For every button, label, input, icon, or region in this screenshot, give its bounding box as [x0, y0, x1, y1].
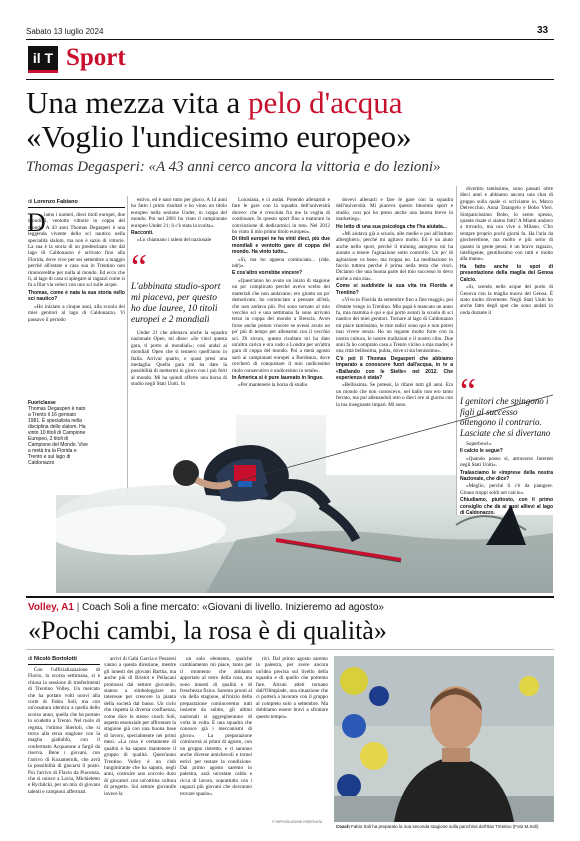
byline: di Lorenzo Fabiano: [28, 199, 78, 205]
pull-quote-1: L'abbinata studio-sport mi piaceva, per questo ho due lauree, 10 titoli europei e 2 mondiali: [131, 282, 221, 325]
story2-column-2: arrivi di Gabi Garcia e Pesaresi vanno a questa direzione, mentre gli innesti dei giovani Bartha, ma anche più di Bristot e Pellacani promossi dal settore giovanile, stanno a simboleggiare un interesse per crescere la pianta della società dal basso. Un ciclo che rispetta la diversa confluenza, come dice lo stesso coach Soli, aspetto essenziale per affrontare la stagione già con una buona base di lavoro, specialmente nei primi mesi. «La rosa è certamente di qualità e ha saputo mantenere il gruppo di qualità. Quest'anno Trentino Volley è un club lungimirante che ha saputo, negli anni, costruire uno zoccolo duro di giocatori con un'ottima cultura di progetto. Sul settore giovanile invece la: [104, 656, 176, 797]
coach-photo: [334, 656, 554, 822]
story2-byline: di Nicolò Bortolotti: [28, 656, 77, 662]
story2-tag: Volley, A1 | Coach Soli a fine mercato: «Giovani di livello. Inizieremo ad agosto»: [28, 602, 384, 613]
pull-quote-2: I genitori che spingono i figli al successo ottengono il contrario. Lasciate che si divertano: [460, 396, 551, 438]
story2-copyright: © RIPRODUZIONE RISERVATA: [272, 820, 323, 824]
drop-cap: D: [27, 208, 46, 237]
article-column-4: dovevi allenarti e fare le gare con la squadra dell'università. Mi piaceva questo binomio sport e studio, così poi ho preso anche una laurea breve in marketing». Ho letto di una sua psicologa che l'ha aiutata... «Mi aiutava già a scuola, alle medie e poi all'istituto alberghiero, perché mi agitavo molto. Ed è un aiuto anche nello sport, perché il training autogeno mi ha aiutato a tenere l'agitazione sotto controllo. Un po' di agitazione va bene, ma troppa no. La meditazione lo faccio tuttora perché è prima nella testa che vinci. Diciamo che una buona parte del mio successo lo devo anche a mia zia». Come si suddivide la sua vita tra Florida e Trentino? «Vivo in Florida da settembre fino a fine maggio, poi d'estate vengo in Trentino. Mio papà è mancato un anno fa, mia mamma è qui e qui porto avanti la scuola di sci nautico dei miei genitori. Tornare al lago di Caldonazzo mi piace tantissimo, le mie radici sono qui e non potrei mai vivere senza. Ho un legame molto forte con la nostra cultura, le nostre tradizioni e il nostro cibo. Due anni fa ho comprato casa a Trento vicino a mia madre; è una città bellissima, pulita, dove si sta benissimo». C'è poi il Thomas Degasperi che abbiamo imparato a conoscere fuori dall'acqua, in tv a «Ballando con le Stelle» nel 2012. Che esperienza è stata? «Bellissima. Se potessi, la rifarei tutti gli anni. Era un mondo che non conoscevo, nel ballo non ero tanto ferrato, ma poi allenandoli otto o dieci ore al giorno con la tua insegnante impari. Mi sono: [336, 197, 453, 408]
subtitle: Thomas Degasperi: «A 43 anni cerco ancora la vittoria e do lezioni»: [26, 159, 441, 175]
quote-mark-2: “: [460, 371, 476, 411]
water-skier-photo: [56, 355, 553, 593]
story2-headline: «Pochi cambi, la rosa è di qualità»: [28, 616, 387, 645]
article-column-5-top: divertito tantissimo, sono passati oltre dieci anni e abbiamo ancora una chat di gruppo sulla quale ci scriviamo io, Marco Delvecchio, Anna Tatangelo e Bobo Vieri. Simpaticissimo Bobo, lo sento spesso, quante risate ci siamo fatti! A Miami andavo a trovarlo, ma ora vive a Milano. C'ho sempre proprio pochi giorni fa. Ha l'aria da giocherellone, ma molto è più serio di quanto la gente pensi; è un bravo ragazzo, intelligente, gentilissimo con tutti e molto alla mano». Ha fatto anche lo spot di presentazione della maglia del Genoa Calcio. «Sì, scendo nelle acque del porto di Genova con la maglia nuova del Genoa. È stato molto divertente. Negli Stati Uniti ho anche fatto degli spot che sono andati in onda durante il: [460, 186, 553, 316]
page-number: 33: [537, 25, 549, 36]
article-column-3: Louisiana, e ci andai. Potendo allenarmi e fare le gare con la squadra dell'università dicevo: che è cresciuta fra me la voglia di continuare. In questo sport fino a maturare la convinzione di dedicarmici in toto. Nel 2012 ho vinto il mio primo titolo europeo». Di titoli europei ne ha vinti dieci, più due mondiali e ventotto gare di coppa del mondo. Ha vinto tutto... «Sì, ma ho appena cominciato... (ride, ndr)». E cos'altro vorrebbe vincere? «Quest'anno ho avuto un inizio di stagione un po' complicato perché avevo scelto dei materiali che non andavano; ero giunto un po' demotivato, ho cominciato a pensare all'età, che non andava più. Poi sono tornato al mio vecchio sci e una settimana fa sono arrivato terzo in coppa del mondo a Brescia. Avrei forse anche potuto vincere se avessi avuto un po' più di tempo per allenarmi con il vecchio sci. Di sicuro, questo risultato mi ha dato un'altra carica e ora vado a Londra per un'altra gara di coppa del mondo. Poi a metà agosto sarò ai campionati europei a Bordeaux, dove cercherò di conquistare il mio undicesimo titolo consecutivo e undicesimo in totale». In America si è pure laureato in lingue. «Per mantenere la borsa di studio: [232, 197, 330, 389]
article-column-1: iamo i numeri, dieci titoli europei, due mondiali, ventotto vittorie in coppa del mondo. A 43 anni Thomas Degasperi è una leggenda vivente dello sci nautico nella specialità slalom, ma non è sazio di vittorie. La sua è la storia di un predestinato che dal lago di Caldonazzo è arrivato fino alla Florida, dove vive per sei settembre a maggio perché all'estate a casa sua in Trentino non rinuncerebbe per nulla al mondo. Ed ecco che lì, al lago di casa si spiegare ai ragazzi come si fa a filar via veloci con uno sci sulle acque. Thomas, come è nata la sua storia nello sci nautico? «Ho iniziato a cinque anni, alla scuola dei miei genitori al lago di Caldonazzo. Vi passavo il periodo: [28, 212, 125, 323]
quote-mark-1: “: [131, 247, 147, 287]
story2-column-4: tivi. Dal primo agosto saremo in palestra, per avere ancora un'idea precisa sul livello della squadra e di quello che potremo fare. Alcuni atleti tornano dall'Olimpiade, una situazione che ci porterà a lavorare con il gruppo al completo solo a settembre. Ma dobbiamo essere bravi a sfruttare questo tempo».: [256, 656, 328, 720]
article-column-5-bottom: Superbowl». Il calcio le segue? «Quando posso sì, attraverso Internet negli Stati Uniti». Tralasciamo le «imprese della nostra Nazionale, che dice? «Meglio, perché lì c'è da piangere. Gitano troppi soldi nel calcio». Chiudiamo, piuttosto, con il primo consiglio che dà ai suoi allievi al lago di Caldonazzo.: [460, 441, 553, 517]
story2-column-3: un solo elemento, qualche cambiamento mi piace, tanto per il momento che abbiamo apportato al resto della rosa, ma sono innesti di qualità e di freschezza fisica. Saremo pronti al via della stagione, all'inizio della preparazione cominceremo tutti insieme da subito, gli ultimi nazionali si aggregheranno di volta in volta. È una squadra che conosce già i meccanismi di gioco». La preparazione comincerà ai primi di agosto, con un gruppo ristretto, e ci saranno anche diverse amichevoli e tornei estivi per testare la condizione. Dal primo agosto saremo in palestra, sarà un'estate calda e ricca di lavoro, soprattutto con i ragazzi più giovani che dovranno trovare spazio».: [180, 656, 252, 797]
story2-column-1: Con l'ufficializzazione di Flavio, la scorsa settimana, si è chiusa la sessione di trasferimenti di Trentino Volley. Un mercato che ha portato volti nuovi alla corte di Fabio Soli, ma con un'ossatura identica a quella dello scorso anno, quella che ha portato lo scudetto a Trento. Nel ruolo di regista, l'ottimo Sbertoli, che si trova alla terza stagione con la maglia gialloblù, con il confermato Acquarone a fargli da riserva. Bene i giovani, con l'arrivo di Kozamernik, che avrà la possibilità di giocarsi il posto. Poi l'arrivo di Flavio da Piacenza, che si unisce a Lavia, Michieletto e Rychlicki, per un mix di giovani talenti e campioni affermati.: [28, 667, 100, 795]
photo-caption: Fuoriclasse Thomas Degasperi è nato a Trento il 16 gennaio 1981. È specialista nella disciplina dello slalom. Ha vinto 10 titoli di Campione Europeo, 2 titoli di Campione del Mondo. Vive a metà tra la Florida e Trento e sul lago di Caldonazzo: [28, 400, 88, 466]
issue-date: Sabato 13 luglio 2024: [26, 27, 104, 36]
newspaper-logo: il T: [28, 46, 58, 73]
section-title: Sport: [66, 44, 126, 71]
coach-photo-caption: Coach Fabio Soli ha preparato la sua seconda stagione sulla panchina dell'Itas Trentino (Foto M.Soli): [336, 824, 539, 829]
article-column-2-top: estivo, ed è nato tutto per gioco. A 14 anni ho fatto i primi risultati e ho vinto un titolo europeo nella sezione Under, in coppa del mondo. Poi nel 2001 ho vinto il campionato europeo Under 21; lì c'è stata la svolta». Racconti. «Lo chiamano i talent del nazionale: [131, 197, 227, 244]
article-column-2-bottom: Under 21 che allenava anche la squadra nazionale Open, mi disse: «Se vinci questa gara, ti porto ai mondiali»; così andai ai mondiali Open che si tennero quell'anno in Italia. Arrivai quarto, e quasi presi una medaglia. Quella gara mi ha dato la possibilità di mettermi in gioco con i più forti al mondo. Mi ha quindi offerto una borsa di studio negli Stati Uniti. In: [131, 330, 227, 388]
headline: Una mezza vita a pelo d'acqua: [26, 85, 403, 120]
headline-quote: «Voglio l'undicesimo europeo»: [26, 119, 412, 154]
